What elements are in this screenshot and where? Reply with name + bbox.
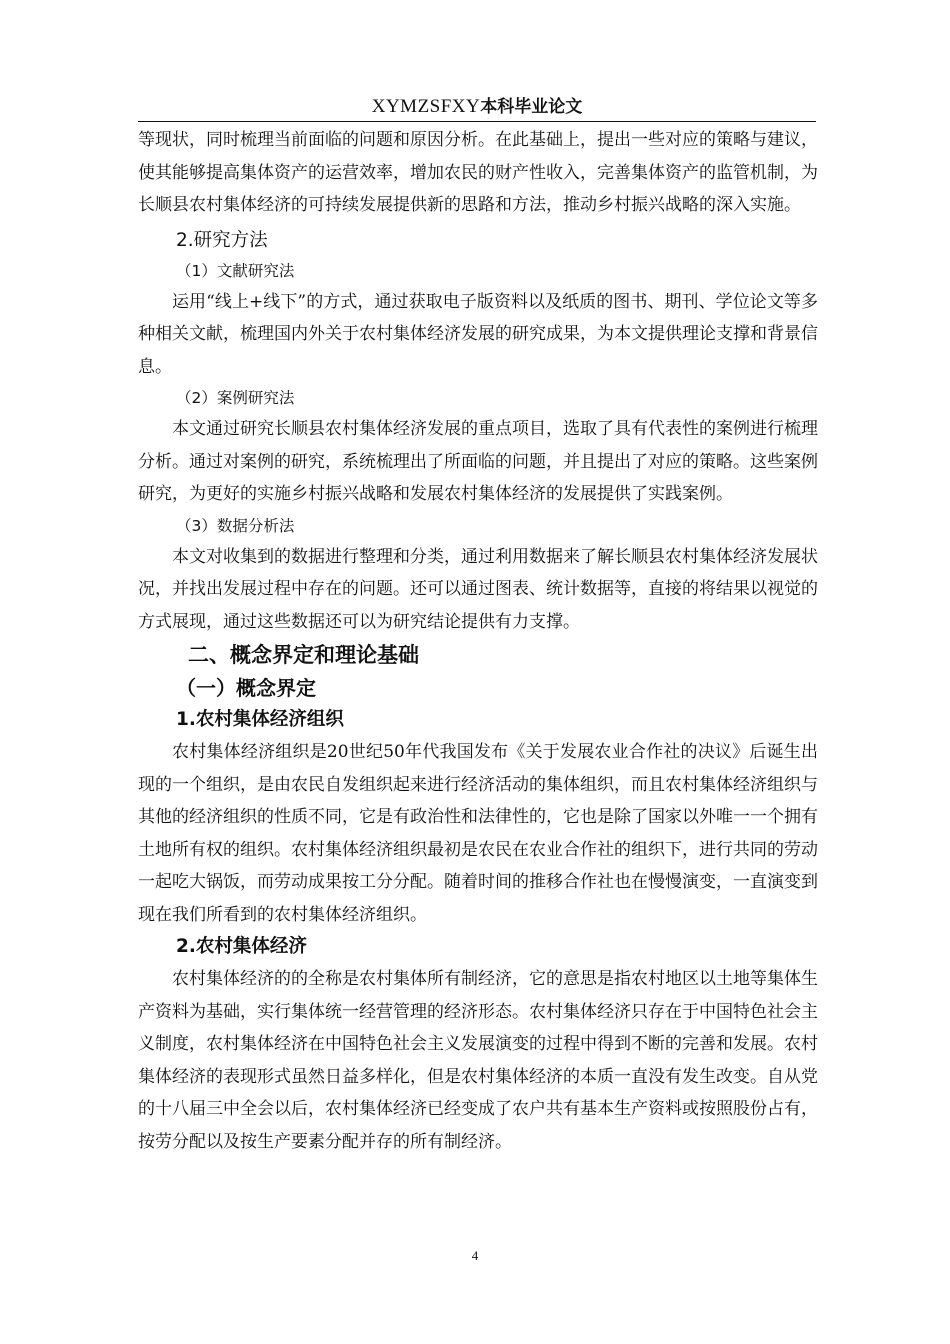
intro-paragraph: 等现状，同时梳理当前面临的问题和原因分析。在此基础上，提出一些对应的策略与建议，使其能够提高集体资产的运营效率，增加农民的财产性收入，完善集体资产的监管机制，为长顺县农村集体经济的可持续发展提供新的思路和方法，推动乡村振兴战略的深入实施。 (138, 130, 818, 215)
method1-paragraph: 运用“线上+线下”的方式，通过获取电子版资料以及纸质的图书、期刊、学位论文等多种相关文献，梳理国内外关于农村集体经济发展的研究成果，为本文提供理论支撑和背景信息。 (138, 291, 818, 377)
concept1-heading: 1.农村集体经济组织 (176, 709, 344, 730)
header-title: 本科毕业论文 (480, 97, 583, 117)
chapter-heading: 二、概念界定和理论基础 (188, 643, 419, 667)
concept2-paragraph: 农村集体经济的的全称是农村集体所有制经济，它的意思是指农村地区以土地等集体生产资料为基础，实行集体统一经营管理的经济形态。农村集体经济只存在于中国特色社会主义制度，农村集体经济在中国特色社会主义发展演变的过程中得到不断的完善和发展。农村集体经济的表现形式虽然日益多样化，但是农村集体经济的本质一直没有发生改变。自从党的十八届三中全会以后，农村集体经济已经变成了农户共有基本生产资料或按照股份占有，按劳分配以及按生产要素分配并存的所有制经济。 (138, 969, 818, 1152)
page-number: 4 (471, 1248, 479, 1263)
concept1-paragraph: 农村集体经济组织是20世纪50年代我国发布《关于发展农业合作社的决议》后诞生出现的一个组织，是由农民自发组织起来进行经济活动的集体组织，而且农村集体经济组织与其他的经济组织的性质不同，它是有政治性和法律性的，它也是除了国家以外唯一一个拥有土地所有权的组织。农村集体经济组织最初是农民在农业合作社的组织下，进行共同的劳动一起吃大锅饭，而劳动成果按工分分配。随着时间的推移合作社也在慢慢演变，一直演变到现在我们所看到的农村集体经济组织。 (138, 742, 818, 925)
page-header (138, 92, 816, 121)
header-code: XYMZSFXY (371, 96, 481, 117)
header-rule (138, 121, 816, 122)
method3-heading: （3）数据分析法 (176, 516, 295, 535)
concept2-heading: 2.农村集体经济 (176, 936, 307, 957)
method1-heading: （1）文献研究法 (176, 261, 295, 280)
method3-paragraph: 本文对收集到的数据进行整理和分类，通过利用数据来了解长顺县农村集体经济发展状况，并找出发展过程中存在的问题。还可以通过图表、统计数据等，直接的将结果以视觉的方式展现，通过这些数据还可以为研究结论提供有力支撑。 (138, 546, 818, 632)
section-heading: （一）概念界定 (176, 676, 316, 700)
methods-heading: 2.研究方法 (176, 229, 268, 251)
method2-heading: （2）案例研究法 (176, 389, 295, 407)
page-body (138, 124, 818, 1158)
method2-paragraph: 本文通过研究长顺县农村集体经济发展的重点项目，选取了具有代表性的案例进行梳理分析。通过对案例的研究，系统梳理出了所面临的问题，并且提出了对应的策略。这些案例研究，为更好的实施乡村振兴战略和发展农村集体经济的发展提供了实践案例。 (138, 419, 818, 504)
